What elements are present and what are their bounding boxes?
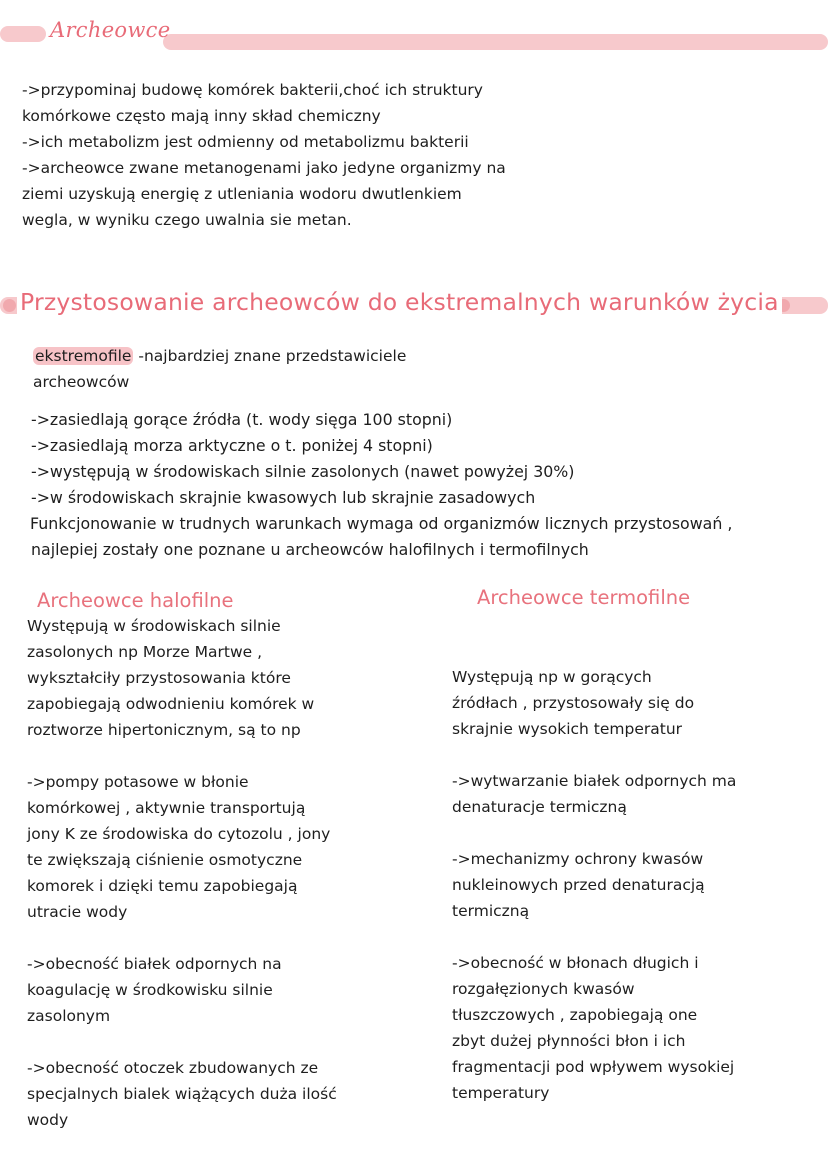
- text-line: wody: [27, 1111, 69, 1129]
- text-line: ->przypominaj budowę komórek bakterii,choć ich struktury: [22, 81, 483, 99]
- text-line: roztworze hipertonicznym, są to np: [27, 721, 301, 739]
- term-highlight: ekstremofile: [35, 347, 132, 365]
- termofilne-intro: [452, 664, 694, 742]
- section2-text: [31, 407, 732, 563]
- text-line: skrajnie wysokich temperatur: [452, 720, 683, 738]
- text-line: denaturacje termiczną: [452, 798, 627, 816]
- text-line: specjalnych bialek wiążących duża ilość: [27, 1085, 337, 1103]
- text-line: jony K ze środowiska do cytozolu , jony: [27, 825, 331, 843]
- text-line: komorek i dzięki temu zapobiegają: [27, 877, 298, 895]
- halofilne-p3: [27, 1055, 337, 1133]
- text-line: koagulację w środkowisku silnie: [27, 981, 273, 999]
- text-line: zasolonych np Morze Martwe ,: [27, 643, 263, 661]
- text-line: ->ich metabolizm jest odmienny od metabolizmu bakterii: [22, 133, 469, 151]
- halofilne-p2: [27, 951, 282, 1029]
- termofilne-p2: [452, 846, 705, 924]
- text-line: komórkowej , aktywnie transportują: [27, 799, 306, 817]
- term-definition-text: -najbardziej znane przedstawiciele: [133, 347, 407, 365]
- text-line: fragmentacji pod wpływem wysokiej: [452, 1058, 735, 1076]
- text-line: ziemi uzyskują energię z utleniania wodoru dwutlenkiem: [22, 185, 462, 203]
- text-line: ->obecność białek odpornych na: [27, 955, 282, 973]
- subtitle-halofilne: Archeowce halofilne: [37, 589, 234, 612]
- subtitle-termofilne: Archeowce termofilne: [477, 586, 691, 609]
- text-line: Występują np w gorących: [452, 668, 652, 686]
- section1-text: [22, 77, 506, 233]
- halofilne-p1: [27, 769, 330, 925]
- text-line: Funkcjonowanie w trudnych warunkach wymaga od organizmów licznych przystosowań ,: [30, 514, 733, 533]
- text-line: ->obecność otoczek zbudowanych ze: [27, 1059, 319, 1077]
- text-line: wegla, w wyniku czego uwalnia sie metan.: [22, 211, 352, 229]
- termofilne-p3: [452, 950, 734, 1106]
- text-line: termiczną: [452, 902, 530, 920]
- text-line: zasolonym: [27, 1007, 111, 1025]
- section-title-archeowce: Archeowce: [50, 18, 171, 42]
- text-line: najlepiej zostały one poznane u archeowców halofilnych i termofilnych: [31, 540, 589, 559]
- text-line: zbyt dużej płynności błon i ich: [452, 1032, 686, 1050]
- section-title-przystosowanie: Przystosowanie archeowców do ekstremalnych warunków życia: [17, 288, 782, 316]
- text-line: ->obecność w błonach długich i: [452, 954, 699, 972]
- text-line: temperatury: [452, 1084, 550, 1102]
- text-line: te zwiększają ciśnienie osmotyczne: [27, 851, 303, 869]
- termofilne-p1: [452, 768, 736, 820]
- text-line: ->występują w środowiskach silnie zasolonych (nawet powyżej 30%): [31, 462, 575, 481]
- text-line: zapobiegają odwodnieniu komórek w: [27, 695, 315, 713]
- title-banner-left: [0, 26, 46, 42]
- text-line: tłuszczowych , zapobiegają one: [452, 1006, 698, 1024]
- text-line: ->mechanizmy ochrony kwasów: [452, 850, 704, 868]
- text-line: utracie wody: [27, 903, 128, 921]
- term-definition: [33, 343, 406, 395]
- text-line: ->zasiedlają gorące źródła (t. wody sięga 100 stopni): [31, 410, 453, 429]
- text-line: ->wytwarzanie białek odpornych ma: [452, 772, 737, 790]
- banner-dot-left: [3, 299, 16, 312]
- title-banner-right: [163, 34, 828, 50]
- text-line: ->pompy potasowe w błonie: [27, 773, 249, 791]
- text-line: rozgałęzionych kwasów: [452, 980, 635, 998]
- halofilne-intro: [27, 613, 314, 743]
- text-line: ->zasiedlają morza arktyczne o t. poniżej 4 stopni): [31, 436, 433, 455]
- text-line: źródłach , przystosowały się do: [452, 694, 695, 712]
- text-line: komórkowe często mają inny skład chemiczny: [22, 107, 381, 125]
- text-line: ->archeowce zwane metanogenami jako jedyne organizmy na: [22, 159, 506, 177]
- text-line: wykształciły przystosowania które: [27, 669, 291, 687]
- text-line: nukleinowych przed denaturacją: [452, 876, 705, 894]
- text-line: Występują w środowiskach silnie: [27, 617, 281, 635]
- text-line: ->w środowiskach skrajnie kwasowych lub skrajnie zasadowych: [31, 488, 536, 507]
- term-definition-text-2: archeowców: [33, 373, 130, 391]
